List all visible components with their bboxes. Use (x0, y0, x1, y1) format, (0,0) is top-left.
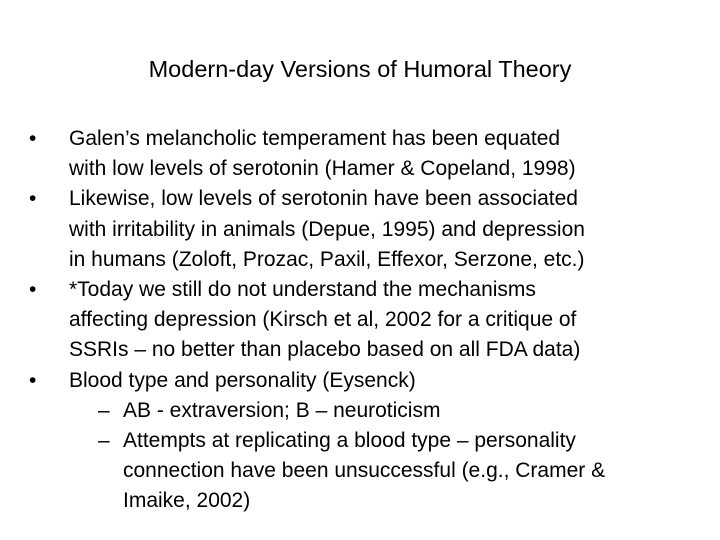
bullet-text-line: Galen’s melancholic temperament has been equated (69, 127, 561, 150)
bullet-item (29, 124, 689, 184)
bullet-marker: • (29, 278, 37, 302)
slide-title: Modern-day Versions of Humoral Theory (148, 56, 572, 82)
bullet-text-line: with low levels of serotonin (Hamer & Copeland, 1998) (69, 157, 576, 181)
sub-bullet-marker: – (98, 429, 110, 453)
sub-bullet-item (29, 426, 689, 517)
bullet-item (29, 184, 689, 275)
sub-bullet-text-line: connection have been unsuccessful (e.g., Cramer & (123, 459, 606, 483)
bullet-text-line: with irritability in animals (Depue, 1995) and depression (69, 217, 585, 241)
bullet-marker: • (29, 127, 37, 150)
bullet-text-line: Likewise, low levels of serotonin have been associated (69, 187, 578, 211)
sub-bullet-text-line: Attempts at replicating a blood type – personality (123, 429, 576, 453)
bullet-item (29, 366, 689, 396)
sub-bullet-text-line: Imaike, 2002) (123, 489, 251, 513)
bullet-list (29, 124, 689, 517)
sub-bullet-item (29, 396, 689, 426)
bullet-marker: • (29, 368, 37, 392)
bullet-text-line: SSRIs – no better than placebo based on all FDA data) (69, 338, 581, 362)
bullet-text-line: affecting depression (Kirsch et al, 2002 for a critique of (69, 308, 577, 332)
sub-bullet-marker: – (98, 398, 110, 422)
bullet-item (29, 275, 689, 366)
sub-bullet-text-line: AB - extraversion; B – neuroticism (123, 398, 441, 422)
bullet-text-line: Blood type and personality (Eysenck) (69, 368, 416, 392)
bullet-marker: • (29, 187, 37, 211)
bullet-text-line: in humans (Zoloft, Prozac, Paxil, Effexor, Serzone, etc.) (69, 247, 585, 271)
bullet-text-line: *Today we still do not understand the mechanisms (69, 278, 536, 302)
